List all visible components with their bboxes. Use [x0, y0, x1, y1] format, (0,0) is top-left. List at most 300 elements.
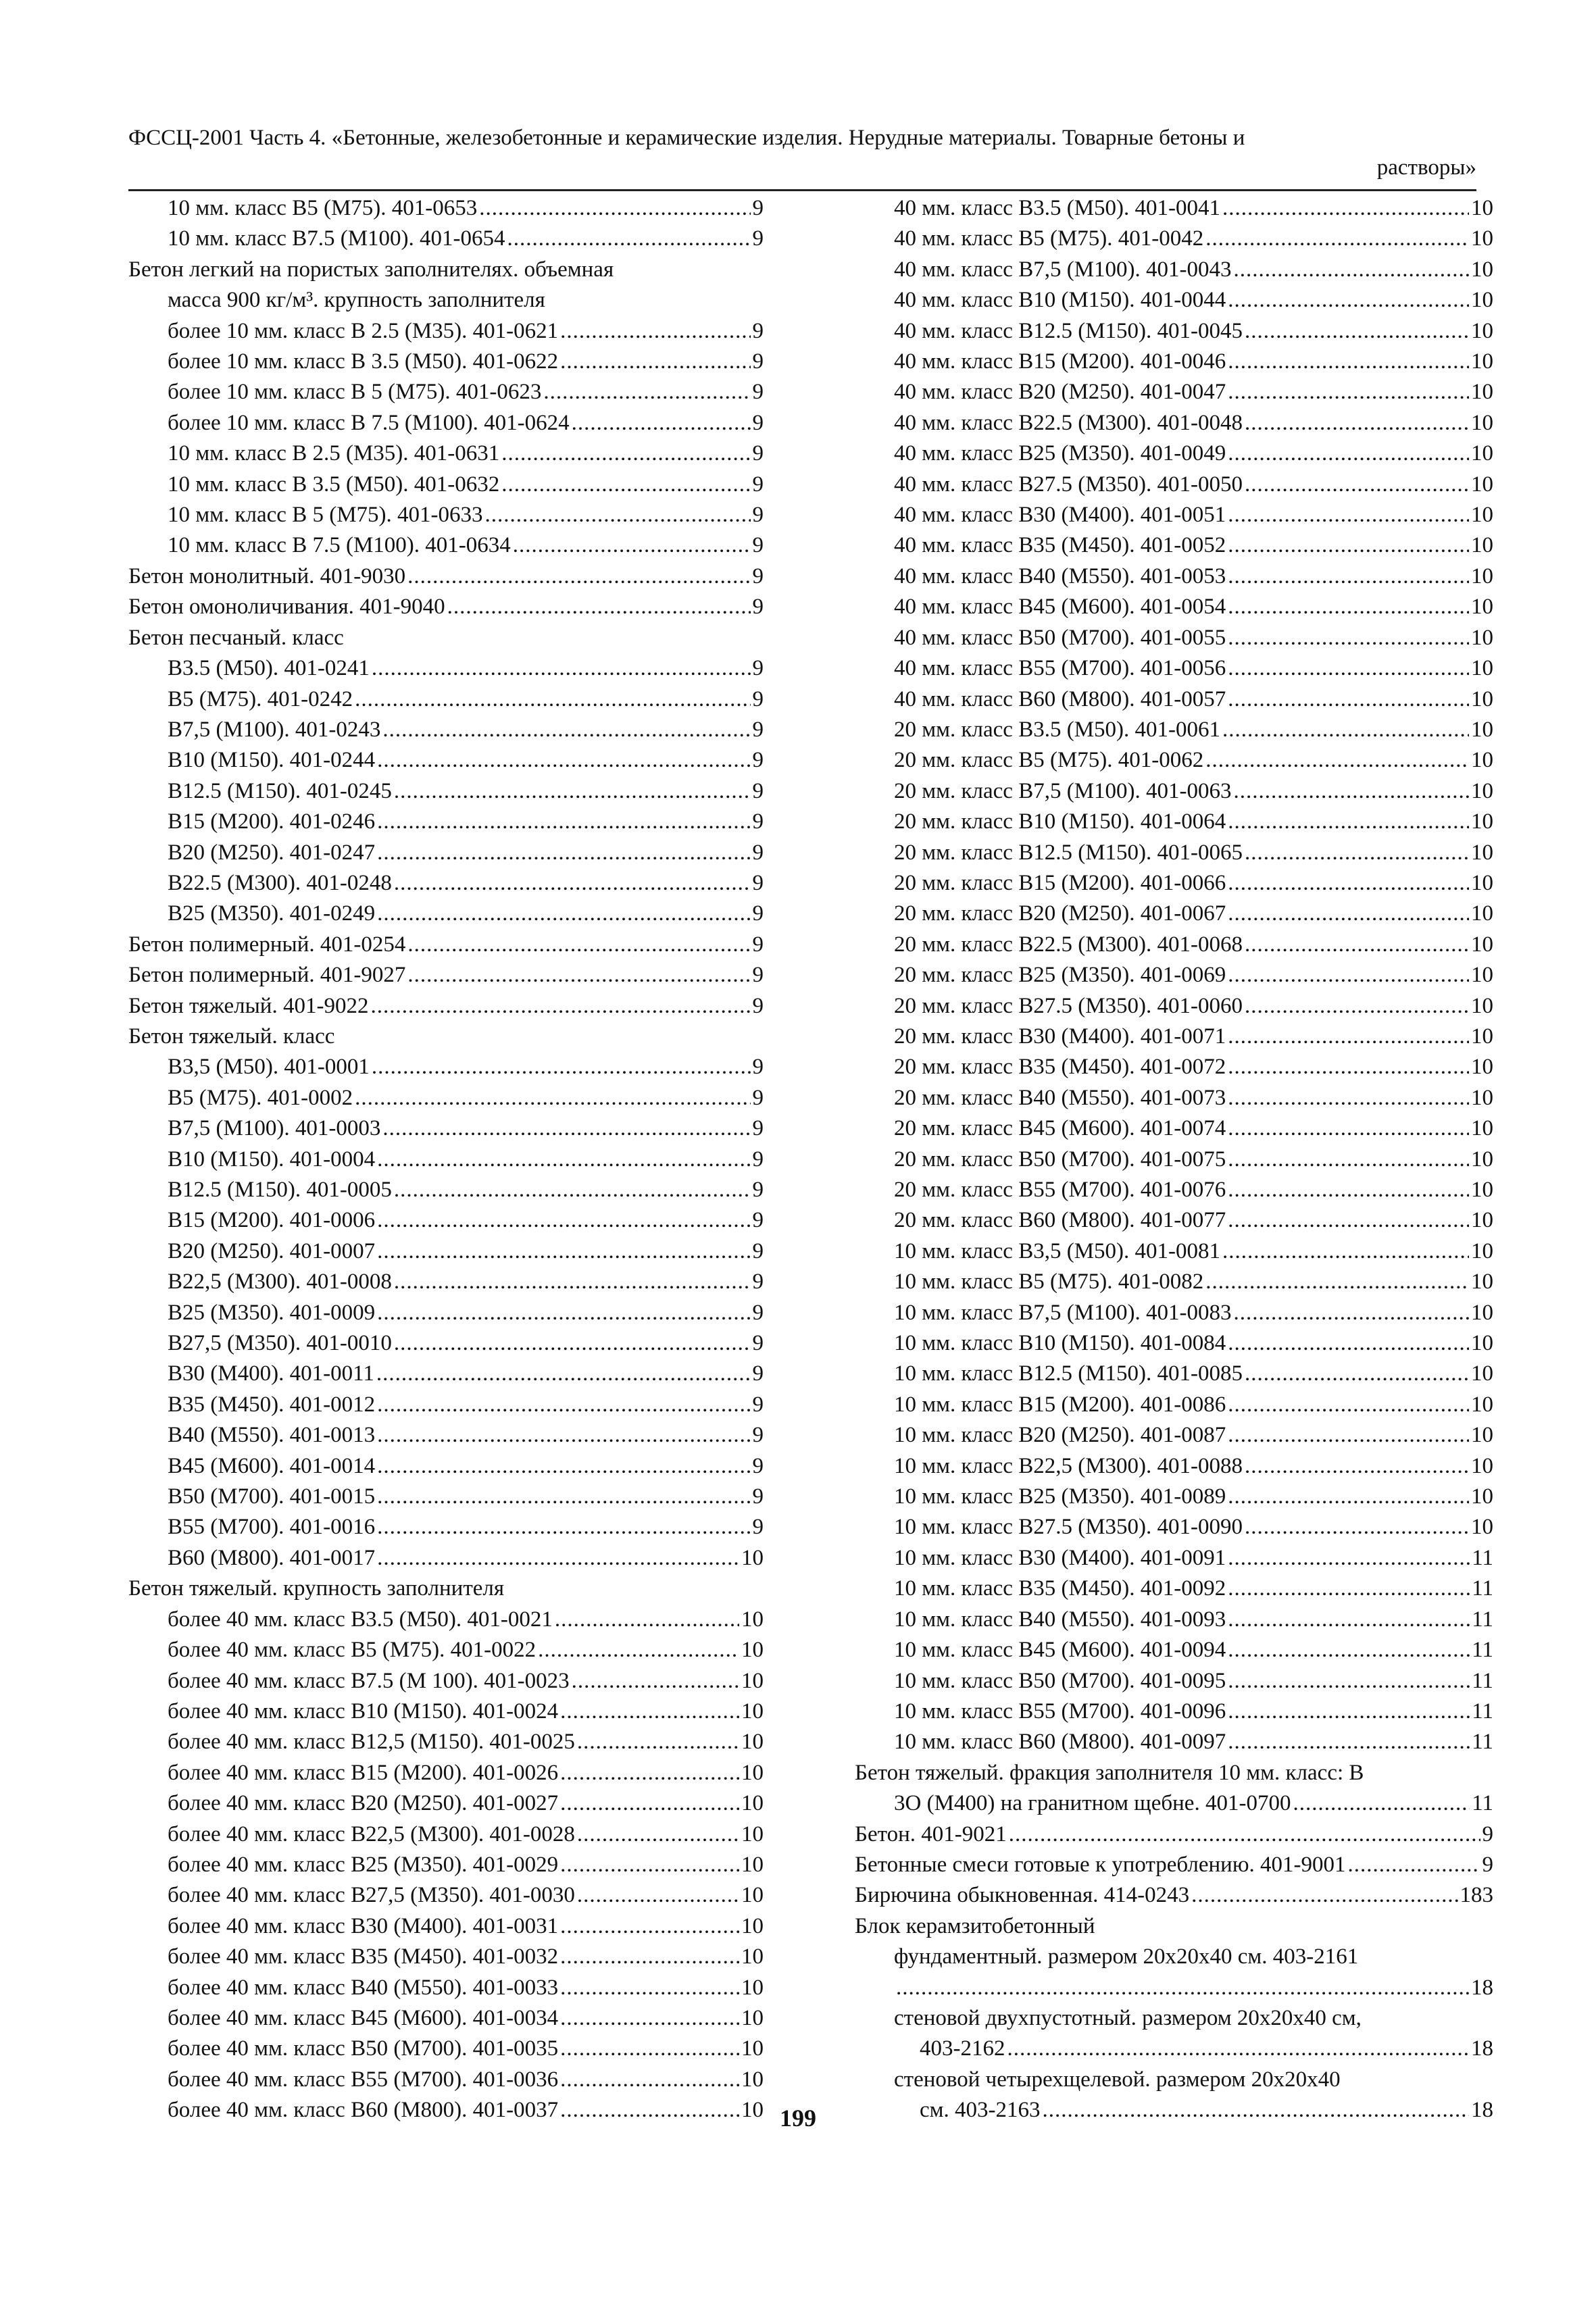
entry-text: В15 (М200). 401-0246: [168, 809, 376, 834]
leader-dots: [1205, 224, 1469, 254]
leader-dots: [1009, 1819, 1480, 1850]
entry-text: более 40 мм. класс В50 (М700). 401-0035: [168, 2036, 559, 2061]
index-entry: [128, 1298, 764, 1328]
leader-dots: [377, 1145, 750, 1175]
index-entry: [855, 316, 1493, 347]
leader-dots: [1228, 623, 1469, 653]
entry-page: 10: [1471, 1331, 1493, 1356]
entry-text: стеновой четырехщелевой. размером 20х20х40: [894, 2067, 1341, 2092]
index-entry: [128, 377, 764, 407]
index-entry: [128, 1727, 764, 1757]
index-entry: [128, 838, 764, 868]
entry-text: 40 мм. класс В50 (М700). 401-0055: [894, 625, 1226, 650]
entry-page: 18: [1471, 2098, 1493, 2123]
leader-dots: [377, 745, 750, 776]
index-entry: [855, 1359, 1493, 1389]
entry-page: 9: [752, 1116, 764, 1141]
index-entry: [855, 745, 1493, 776]
entry-text: более 40 мм. класс В35 (М450). 401-0032: [168, 1944, 559, 1969]
leader-dots: [1228, 347, 1469, 377]
entry-text: более 40 мм. класс В20 (М250). 401-0027: [168, 1791, 559, 1816]
entry-page: 10: [1471, 533, 1493, 558]
entry-text: 40 мм. класс В3.5 (М50). 401-0041: [894, 196, 1221, 220]
index-entry: [855, 1390, 1493, 1420]
entry-page: 10: [1471, 840, 1493, 865]
entry-text: более 10 мм. класс В 3.5 (М50). 401-0622: [168, 349, 559, 374]
entry-page: 9: [752, 1269, 764, 1294]
entry-text: Бетон полимерный. 401-9027: [128, 963, 406, 988]
entry-text: более 10 мм. класс В 7.5 (М100). 401-0624: [168, 410, 570, 435]
leader-dots: [1245, 1451, 1469, 1482]
entry-page: 9: [752, 533, 764, 558]
index-entry-block-foundation: [855, 1942, 1493, 2003]
entry-page: 9: [752, 1361, 764, 1386]
entry-text: 10 мм. класс В3,5 (М50). 401-0081: [894, 1238, 1221, 1263]
leader-dots: [377, 1298, 750, 1328]
leader-dots: [370, 991, 750, 1022]
index-entry: [128, 1236, 764, 1267]
entry-page: 9: [752, 1300, 764, 1325]
entry-text: 40 мм. класс В60 (М800). 401-0057: [894, 686, 1226, 711]
entry-text: В25 (М350). 401-0249: [168, 901, 376, 926]
leader-dots: [1245, 316, 1469, 347]
entry-page: 10: [1471, 748, 1493, 773]
entry-text: Бирючина обыкновенная. 414-0243: [855, 1883, 1190, 1908]
entry-page: 10: [1471, 472, 1493, 497]
entry-page: 10: [741, 1944, 764, 1969]
index-entry: [855, 1113, 1493, 1144]
entry-text: В20 (М250). 401-0247: [168, 840, 376, 865]
index-entry: [128, 347, 764, 377]
leader-dots: [1347, 1850, 1480, 1880]
entry-page: 9: [752, 1238, 764, 1263]
entry-page: 11: [1472, 1576, 1493, 1601]
index-entry: [128, 1788, 764, 1819]
leader-dots: [560, 2065, 739, 2095]
index-entry: [128, 1973, 764, 2003]
leader-dots: [1222, 1236, 1469, 1267]
index-entry: [128, 1819, 764, 1850]
entry-page: 10: [1471, 1116, 1493, 1141]
entry-page: 10: [1471, 1055, 1493, 1080]
leader-dots: [1245, 1512, 1469, 1542]
entry-text: 10 мм. класс В22,5 (М300). 401-0088: [894, 1453, 1243, 1478]
leader-dots: [394, 1328, 751, 1359]
index-entry: [128, 715, 764, 745]
leader-dots: [538, 1635, 739, 1665]
leader-dots: [1228, 1205, 1469, 1236]
entry-text: 40 мм. класс В10 (М150). 401-0044: [894, 288, 1226, 313]
entry-page: 18: [1471, 1975, 1493, 2000]
leader-dots: [560, 2034, 739, 2064]
leader-dots: [1234, 776, 1469, 807]
entry-page: 10: [1471, 686, 1493, 711]
entry-text: 40 мм. класс В12.5 (М150). 401-0045: [894, 318, 1243, 343]
leader-dots: [1245, 991, 1469, 1022]
leader-dots: [1245, 1359, 1469, 1389]
entry-text: более 40 мм. класс В10 (М150). 401-0024: [168, 1699, 559, 1724]
entry-page: 9: [752, 1515, 764, 1540]
leader-dots: [377, 1543, 739, 1574]
entry-text: 20 мм. класс В22.5 (М300). 401-0068: [894, 932, 1243, 957]
leader-dots: [1245, 408, 1469, 438]
index-entry: [855, 1605, 1493, 1635]
entry-text: Бетонные смеси готовые к употреблению. 401-9001: [855, 1852, 1346, 1877]
leader-dots: [1228, 530, 1469, 561]
index-entry: [855, 561, 1493, 592]
entry-text: В22,5 (М300). 401-0008: [168, 1269, 392, 1294]
entry-text: В45 (М600). 401-0014: [168, 1453, 376, 1478]
entry-text: 20 мм. класс В5 (М75). 401-0062: [894, 748, 1204, 773]
leader-dots: [377, 838, 750, 868]
entry-text: В12.5 (М150). 401-0005: [168, 1178, 392, 1202]
leader-dots: [1222, 193, 1469, 224]
leader-dots: [1228, 1543, 1470, 1574]
leader-dots: [1228, 592, 1469, 622]
index-entry: [128, 2065, 764, 2095]
entry-page: 10: [741, 1730, 764, 1755]
index-entry: [855, 408, 1493, 438]
index-entry: [128, 2003, 764, 2034]
index-left-column: [128, 193, 764, 2126]
index-entry: [855, 930, 1493, 960]
entry-text: более 40 мм. класс В15 (М200). 401-0026: [168, 1760, 559, 1785]
entry-text: В30 (М400). 401-0011: [168, 1361, 374, 1386]
leader-dots: [543, 377, 750, 407]
index-entry: [128, 1145, 764, 1175]
index-entry: [855, 1696, 1493, 1727]
entry-page: 10: [741, 1760, 764, 1785]
entry-text: В3.5 (М50). 401-0241: [168, 656, 370, 681]
leader-dots: [1228, 960, 1469, 990]
entry-page: 10: [741, 2098, 764, 2123]
index-entry: [855, 1175, 1493, 1205]
index-entry: [128, 1942, 764, 1972]
entry-page: 9: [752, 656, 764, 681]
entry-text: В15 (М200). 401-0006: [168, 1208, 376, 1233]
leader-dots: [377, 1390, 750, 1420]
entry-page: 10: [741, 1607, 764, 1632]
entry-text: 10 мм. класс В60 (М800). 401-0097: [894, 1730, 1226, 1755]
entry-text: более 40 мм. класс В12,5 (М150). 401-0025: [168, 1730, 575, 1755]
entry-page: 10: [1471, 1085, 1493, 1110]
entry-text: 10 мм. класс В27.5 (М350). 401-0090: [894, 1515, 1243, 1540]
leader-dots: [513, 530, 751, 561]
entry-text: более 40 мм. класс В30 (М400). 401-0031: [168, 1913, 559, 1938]
entry-text: 40 мм. класс В27.5 (М350). 401-0050: [894, 472, 1243, 497]
index-entry: [128, 1482, 764, 1512]
leader-dots: [1228, 899, 1469, 929]
entry-text: 10 мм. класс В15 (М200). 401-0086: [894, 1392, 1226, 1417]
entry-text: 20 мм. класс В50 (М700). 401-0075: [894, 1147, 1226, 1172]
entry-text: Бетон тяжелый. 401-9022: [128, 993, 369, 1018]
entry-page: 9: [752, 226, 764, 251]
header-rule: [128, 189, 1476, 191]
entry-page: 9: [752, 901, 764, 926]
entry-page: 10: [741, 1545, 764, 1570]
entry-text: 10 мм. класс В5 (М75). 401-0653: [168, 196, 478, 220]
index-entry: [128, 1758, 764, 1788]
entry-text: 40 мм. класс В45 (М600). 401-0054: [894, 595, 1226, 620]
entry-page: 10: [1471, 809, 1493, 834]
index-entry: [128, 1605, 764, 1635]
index-entry: [855, 838, 1493, 868]
leader-dots: [1228, 653, 1469, 684]
leader-dots: [394, 1267, 751, 1297]
entry-text: 40 мм. класс В30 (М400). 401-0051: [894, 503, 1226, 528]
index-entry: [855, 1635, 1493, 1665]
leader-dots: [1228, 500, 1469, 530]
index-entry: [855, 1420, 1493, 1451]
index-entry: [128, 438, 764, 469]
entry-page: 9: [752, 380, 764, 405]
entry-text: 10 мм. класс В10 (М150). 401-0084: [894, 1331, 1226, 1356]
entry-text: см. 403-2163: [920, 2098, 1041, 2123]
index-entry: [855, 1083, 1493, 1113]
index-entry: [855, 592, 1493, 622]
leader-dots: [507, 224, 751, 254]
entry-page: 11: [1472, 1791, 1493, 1816]
leader-dots: [1228, 1113, 1469, 1144]
leader-dots: [1191, 1880, 1457, 1911]
entry-page: 9: [752, 932, 764, 957]
leader-dots: [377, 1512, 750, 1542]
index-entry: [128, 807, 764, 837]
leader-dots: [1228, 1145, 1469, 1175]
index-entry: [128, 500, 764, 530]
entry-text: Бетон. 401-9021: [855, 1821, 1007, 1846]
entry-page: 10: [1471, 1147, 1493, 1172]
leader-dots: [1228, 1727, 1470, 1757]
index-entry: [128, 470, 764, 500]
leader-dots: [1228, 1482, 1469, 1512]
entry-text: более 10 мм. класс В 2.5 (М35). 401-0621: [168, 318, 559, 343]
entry-text: 10 мм. класс В5 (М75). 401-0082: [894, 1269, 1204, 1294]
index-entry: [128, 899, 764, 929]
leader-dots: [560, 1973, 739, 2003]
entry-page: 11: [1472, 1668, 1493, 1693]
entry-page: 10: [1471, 1453, 1493, 1478]
leader-dots: [394, 1175, 751, 1205]
entry-page: 10: [1471, 318, 1493, 343]
leader-dots: [1228, 1175, 1469, 1205]
entry-page: 9: [752, 717, 764, 742]
index-entry: [855, 193, 1493, 224]
index-entry: [128, 2034, 764, 2064]
leader-dots: [1228, 561, 1469, 592]
leader-dots: [1293, 1788, 1470, 1819]
entry-page: 9: [752, 563, 764, 588]
entry-text: 10 мм. класс В 7.5 (М100). 401-0634: [168, 533, 511, 558]
entry-page: 10: [1471, 932, 1493, 957]
index-entry: [128, 1175, 764, 1205]
entry-page: 9: [752, 1208, 764, 1233]
index-entry: [855, 1298, 1493, 1328]
entry-page: 10: [1471, 1484, 1493, 1509]
leader-dots: [355, 684, 750, 715]
entry-text: 3О (М400) на гранитном щебне. 401-0700: [894, 1791, 1291, 1816]
entry-text: 40 мм. класс В15 (М200). 401-0046: [894, 349, 1226, 374]
entry-text: 20 мм. класс В25 (М350). 401-0069: [894, 963, 1226, 988]
page-number: 199: [780, 2105, 816, 2132]
entry-page: 10: [1471, 625, 1493, 650]
entry-text: 20 мм. класс В15 (М200). 401-0066: [894, 870, 1226, 895]
leader-dots: [377, 1482, 750, 1512]
leader-dots: [377, 1420, 750, 1451]
entry-page: 9: [752, 318, 764, 343]
leader-dots: [1228, 1052, 1469, 1082]
index-entry: [128, 745, 764, 776]
entry-page: 9: [752, 595, 764, 620]
entry-text: 10 мм. класс В 5 (М75). 401-0633: [168, 503, 483, 528]
entry-page: 9: [752, 1178, 764, 1202]
entry-text: В27,5 (М350). 401-0010: [168, 1331, 392, 1356]
entry-page: 10: [741, 1821, 764, 1846]
entry-text: 20 мм. класс В45 (М600). 401-0074: [894, 1116, 1226, 1141]
leader-dots: [1228, 1696, 1470, 1727]
entry-page: 11: [1472, 1699, 1493, 1724]
leader-dots: [560, 1788, 739, 1819]
entry-text: В40 (М550). 401-0013: [168, 1423, 376, 1448]
leader-dots: [407, 561, 750, 592]
index-entry: [128, 1911, 764, 1942]
index-entry: [855, 1574, 1493, 1604]
index-entry: [128, 1420, 764, 1451]
entry-text: 10 мм. класс В25 (М350). 401-0089: [894, 1484, 1226, 1509]
entry-text: В22.5 (М300). 401-0248: [168, 870, 392, 895]
index-entry: [855, 807, 1493, 837]
entry-text: 40 мм. класс В5 (М75). 401-0042: [894, 226, 1204, 251]
entry-text: Бетон полимерный. 401-0254: [128, 932, 406, 957]
entry-page: 9: [1482, 1852, 1493, 1877]
index-entry: [128, 653, 764, 684]
index-heading: Бетон тяжелый. крупность заполнителя: [128, 1576, 505, 1601]
leader-dots: [577, 1880, 739, 1911]
leader-dots: [1245, 838, 1469, 868]
entry-page: 9: [752, 503, 764, 528]
entry-page: 9: [752, 1085, 764, 1110]
index-entry: [855, 1482, 1493, 1512]
index-entry: [855, 1267, 1493, 1297]
entry-text: 40 мм. класс В55 (М700). 401-0056: [894, 656, 1226, 681]
index-entry: [855, 1451, 1493, 1482]
leader-dots: [1228, 1328, 1469, 1359]
entry-page: 10: [1471, 503, 1493, 528]
entry-page: 10: [1471, 1300, 1493, 1325]
leader-dots: [1245, 930, 1469, 960]
entry-page: 10: [1471, 1178, 1493, 1202]
leader-dots: [501, 470, 750, 500]
entry-text: В5 (М75). 401-0242: [168, 686, 353, 711]
entry-text: более 40 мм. класс В7.5 (М 100). 401-0023: [168, 1668, 570, 1693]
index-entry: [855, 653, 1493, 684]
entry-text: В50 (М700). 401-0015: [168, 1484, 376, 1509]
entry-page: 11: [1472, 1730, 1493, 1755]
entry-text: 20 мм. класс В12.5 (М150). 401-0065: [894, 840, 1243, 865]
entry-page: 9: [752, 1453, 764, 1478]
leader-dots: [1007, 2034, 1470, 2064]
entry-page: 10: [1471, 441, 1493, 466]
entry-page: 9: [752, 840, 764, 865]
entry-page: 9: [1482, 1821, 1493, 1846]
entry-page: 9: [752, 1484, 764, 1509]
entry-text: 10 мм. класс В 2.5 (М35). 401-0631: [168, 441, 500, 466]
entry-text: 20 мм. класс В20 (М250). 401-0067: [894, 901, 1226, 926]
entry-page: 10: [741, 1791, 764, 1816]
entry-text: более 40 мм. класс В3.5 (М50). 401-0021: [168, 1607, 553, 1632]
entry-text: 10 мм. класс В7,5 (М100). 401-0083: [894, 1300, 1232, 1325]
leader-dots: [377, 899, 750, 929]
index-entry: [855, 285, 1493, 316]
leader-dots: [555, 1605, 739, 1635]
index-entry: [128, 1390, 764, 1420]
entry-text: стеновой двухпустотный. размером 20х20х40 см,: [894, 2005, 1362, 2030]
leader-dots: [485, 500, 751, 530]
entry-text: Бетон монолитный. 401-9030: [128, 563, 406, 588]
index-entry: [855, 1052, 1493, 1082]
leader-dots: [896, 1973, 1469, 2003]
leader-dots: [560, 1758, 739, 1788]
entry-page: 11: [1472, 1545, 1493, 1570]
index-entry: [128, 1267, 764, 1297]
index-entry: [128, 1451, 764, 1482]
entry-text: 10 мм. класс В12.5 (М150). 401-0085: [894, 1361, 1243, 1386]
entry-text: 20 мм. класс В30 (М400). 401-0071: [894, 1024, 1226, 1049]
entry-page: 10: [1471, 963, 1493, 988]
leader-dots: [1234, 1298, 1469, 1328]
entry-text: фундаментный. размером 20х20х40 см. 403-2161: [894, 1944, 1359, 1969]
index-entry: [128, 1543, 764, 1574]
entry-page: 9: [752, 410, 764, 435]
entry-text: В35 (М450). 401-0012: [168, 1392, 376, 1417]
index-entry: [128, 316, 764, 347]
leader-dots: [1228, 1390, 1469, 1420]
index-right-entries: [855, 193, 1493, 1758]
entry-text: 10 мм. класс В20 (М250). 401-0087: [894, 1423, 1226, 1448]
entry-page: 9: [752, 472, 764, 497]
entry-page: 10: [1471, 349, 1493, 374]
entry-text: 10 мм. класс В 3.5 (М50). 401-0632: [168, 472, 500, 497]
entry-page: 10: [1471, 1238, 1493, 1263]
entry-text: более 40 мм. класс В27,5 (М350). 401-0030: [168, 1883, 575, 1908]
leader-dots: [1228, 1022, 1469, 1052]
entry-text: 20 мм. класс В10 (М150). 401-0064: [894, 809, 1226, 834]
leader-dots: [1228, 438, 1469, 469]
entry-page: 10: [741, 1852, 764, 1877]
leader-dots: [372, 653, 751, 684]
entry-page: 9: [752, 993, 764, 1018]
leader-dots: [1245, 470, 1469, 500]
leader-dots: [447, 592, 751, 622]
leader-dots: [1205, 1267, 1469, 1297]
entry-text: В5 (М75). 401-0002: [168, 1085, 353, 1110]
entry-text: 40 мм. класс В25 (М350). 401-0049: [894, 441, 1226, 466]
entry-page: 10: [1471, 901, 1493, 926]
leader-dots: [577, 1819, 739, 1850]
entry-text: 40 мм. класс В22.5 (М300). 401-0048: [894, 410, 1243, 435]
index-entry: [855, 470, 1493, 500]
leader-dots: [407, 930, 750, 960]
index-entry-beton-9021: [855, 1819, 1493, 1850]
index-entry: [855, 715, 1493, 745]
index-entry: [855, 684, 1493, 715]
index-entry: [855, 530, 1493, 561]
leader-dots: [355, 1083, 750, 1113]
leader-dots: [1228, 1574, 1470, 1604]
entry-page: 10: [1471, 870, 1493, 895]
entry-text: более 40 мм. класс В55 (М700). 401-0036: [168, 2067, 559, 2092]
entry-text: более 10 мм. класс В 5 (М75). 401-0623: [168, 380, 542, 405]
